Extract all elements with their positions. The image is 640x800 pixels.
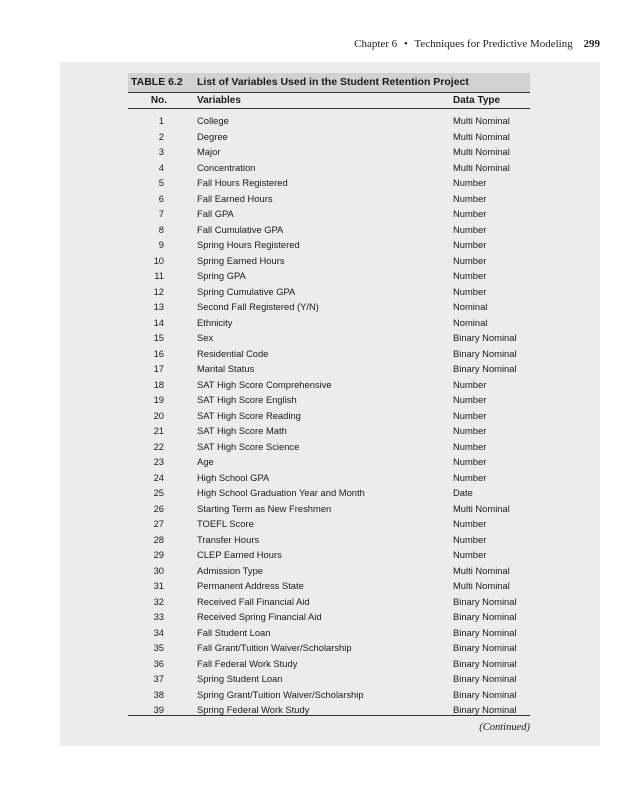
row-variable: Spring Grant/Tuition Waiver/Scholarship (197, 688, 364, 700)
table-row (60, 533, 600, 549)
table-row (60, 564, 600, 580)
row-data-type: Number (453, 440, 487, 452)
row-data-type: Binary Nominal (453, 611, 517, 622)
chapter-label: Chapter 6 (354, 38, 398, 50)
table-row (60, 610, 600, 626)
row-variable: Permanent Address State (197, 580, 304, 591)
table-row (60, 145, 600, 161)
row-number: 2 (158, 130, 164, 142)
table-row (60, 424, 600, 440)
row-number: 8 (158, 223, 164, 235)
table-row (60, 331, 600, 347)
row-data-type: Binary Nominal (453, 688, 517, 700)
table-row (60, 192, 600, 208)
table-row (60, 657, 600, 673)
table-row (60, 641, 600, 657)
table-row (60, 316, 600, 332)
row-number: 19 (153, 394, 164, 405)
row-variable: SAT High Score Reading (197, 409, 301, 421)
row-number: 14 (153, 316, 164, 328)
row-number: 23 (153, 456, 164, 467)
table-row (60, 672, 600, 688)
row-number: 10 (153, 254, 164, 266)
table-bottom-rule (128, 715, 530, 716)
row-data-type: Binary Nominal (453, 363, 517, 374)
row-data-type: Multi Nominal (453, 580, 510, 591)
row-variable: Degree (197, 130, 228, 142)
table-row (60, 362, 600, 378)
row-data-type: Binary Nominal (453, 332, 517, 343)
header-bullet: • (403, 38, 408, 50)
row-variable: CLEP Earned Hours (197, 549, 282, 560)
row-number: 36 (153, 657, 164, 669)
table-row (60, 238, 600, 254)
row-data-type: Number (453, 425, 487, 436)
row-number: 18 (153, 378, 164, 390)
section-title: Techniques for Predictive Modeling (414, 38, 573, 50)
column-header-no: No. (150, 95, 167, 106)
row-data-type: Number (453, 471, 487, 483)
row-data-type: Number (453, 192, 487, 204)
table-row (60, 471, 600, 487)
row-variable: Residential Code (197, 347, 269, 359)
row-data-type: Multi Nominal (453, 564, 510, 576)
row-variable: SAT High Score Math (197, 425, 287, 436)
row-variable: Major (197, 146, 221, 157)
row-number: 31 (153, 580, 164, 591)
row-variable: Fall Earned Hours (197, 192, 273, 204)
row-number: 28 (153, 533, 164, 545)
table-row (60, 393, 600, 409)
row-data-type: Multi Nominal (453, 130, 510, 142)
page-number: 299 (583, 38, 600, 50)
table-row (60, 455, 600, 471)
table-row (60, 300, 600, 316)
row-variable: Spring Hours Registered (197, 239, 300, 250)
row-data-type: Binary Nominal (453, 704, 517, 715)
row-number: 34 (153, 626, 164, 638)
row-variable: SAT High Score Comprehensive (197, 378, 332, 390)
row-data-type: Number (453, 456, 487, 467)
row-variable: Spring Cumulative GPA (197, 285, 296, 297)
row-data-type: Number (453, 409, 487, 421)
row-data-type: Number (453, 394, 487, 405)
row-variable: TOEFL Score (197, 518, 254, 529)
row-number: 37 (153, 673, 164, 684)
row-variable: Ethnicity (197, 316, 233, 328)
row-data-type: Binary Nominal (453, 673, 517, 684)
row-data-type: Number (453, 254, 487, 266)
row-variable: Admission Type (197, 564, 264, 576)
table-row (60, 207, 600, 223)
row-data-type: Number (453, 239, 487, 250)
table-row (60, 626, 600, 642)
table-row (60, 114, 600, 130)
row-data-type: Nominal (453, 301, 488, 312)
row-variable: Age (197, 456, 214, 467)
row-number: 25 (153, 487, 164, 498)
table-row (60, 223, 600, 239)
table-row (60, 595, 600, 611)
row-data-type: Binary Nominal (453, 595, 517, 607)
row-number: 21 (153, 425, 164, 436)
running-header (354, 38, 600, 50)
row-data-type: Nominal (453, 316, 488, 328)
row-number: 24 (153, 471, 164, 483)
table-row (60, 548, 600, 564)
continued-note: (Continued) (479, 722, 530, 733)
table-row (60, 269, 600, 285)
row-number: 26 (153, 502, 164, 514)
row-data-type: Multi Nominal (453, 161, 510, 173)
row-data-type: Number (453, 533, 487, 545)
row-variable: Fall Student Loan (197, 626, 271, 638)
row-variable: Spring Student Loan (197, 673, 283, 684)
row-number: 9 (158, 239, 164, 250)
row-number: 22 (153, 440, 164, 452)
row-number: 7 (158, 208, 164, 219)
row-variable: Received Fall Financial Aid (197, 595, 310, 607)
row-data-type: Number (453, 518, 487, 529)
row-number: 5 (158, 177, 164, 188)
row-data-type: Number (453, 549, 487, 560)
table-body (60, 114, 600, 719)
row-number: 38 (153, 688, 164, 700)
row-variable: High School GPA (197, 471, 270, 483)
row-data-type: Number (453, 285, 487, 297)
table-title: List of Variables Used in the Student Retention Project (197, 76, 469, 88)
row-number: 16 (153, 347, 164, 359)
row-variable: Starting Term as New Freshmen (197, 502, 332, 514)
table-row (60, 347, 600, 363)
row-number: 12 (153, 285, 164, 297)
row-number: 30 (153, 564, 164, 576)
row-variable: Concentration (197, 161, 256, 173)
row-data-type: Number (453, 270, 487, 281)
row-variable: Transfer Hours (197, 533, 260, 545)
row-data-type: Multi Nominal (453, 115, 510, 126)
row-variable: Fall Federal Work Study (197, 657, 298, 669)
header-rule (128, 108, 530, 109)
table-row (60, 517, 600, 533)
row-number: 27 (153, 518, 164, 529)
table-row (60, 285, 600, 301)
row-data-type: Number (453, 378, 487, 390)
table-row (60, 409, 600, 425)
row-data-type: Binary Nominal (453, 642, 517, 653)
row-data-type: Date (453, 487, 473, 498)
row-variable: SAT High Score Science (197, 440, 300, 452)
row-number: 13 (153, 301, 164, 312)
row-data-type: Binary Nominal (453, 347, 517, 359)
row-number: 35 (153, 642, 164, 653)
row-number: 17 (153, 363, 164, 374)
table-row (60, 176, 600, 192)
column-header-data-type: Data Type (453, 95, 501, 106)
table-row (60, 703, 600, 719)
row-variable: Spring GPA (197, 270, 246, 281)
table-row (60, 161, 600, 177)
row-variable: Spring Earned Hours (197, 254, 285, 266)
row-data-type: Multi Nominal (453, 146, 510, 157)
row-data-type: Binary Nominal (453, 657, 517, 669)
row-number: 1 (158, 115, 164, 126)
row-number: 29 (153, 549, 164, 560)
row-number: 3 (158, 146, 164, 157)
table-panel (60, 62, 600, 746)
table-row (60, 502, 600, 518)
row-number: 20 (153, 409, 164, 421)
row-number: 32 (153, 595, 164, 607)
row-number: 4 (158, 161, 164, 173)
row-number: 33 (153, 611, 164, 622)
row-variable: Marital Status (197, 363, 255, 374)
row-variable: SAT High Score English (197, 394, 297, 405)
row-variable: Sex (197, 332, 214, 343)
table-row (60, 254, 600, 270)
table-row (60, 378, 600, 394)
table-label: TABLE 6.2 (131, 76, 183, 88)
table-row (60, 579, 600, 595)
row-number: 15 (153, 332, 164, 343)
row-variable: Received Spring Financial Aid (197, 611, 322, 622)
row-data-type: Binary Nominal (453, 626, 517, 638)
row-number: 6 (158, 192, 164, 204)
table-row (60, 486, 600, 502)
table-row (60, 688, 600, 704)
row-number: 39 (153, 704, 164, 715)
row-variable: Spring Federal Work Study (197, 704, 310, 715)
row-data-type: Number (453, 208, 487, 219)
table-top-rule (128, 92, 530, 93)
row-variable: Second Fall Registered (Y/N) (197, 301, 319, 312)
row-variable: Fall Hours Registered (197, 177, 288, 188)
row-variable: Fall GPA (197, 208, 234, 219)
row-variable: Fall Cumulative GPA (197, 223, 284, 235)
column-header-variables: Variables (197, 95, 241, 106)
row-number: 11 (154, 270, 164, 281)
row-variable: Fall Grant/Tuition Waiver/Scholarship (197, 642, 352, 653)
table-title-bar (128, 73, 530, 92)
table-row (60, 130, 600, 146)
row-data-type: Number (453, 177, 487, 188)
row-variable: College (197, 115, 229, 126)
row-data-type: Multi Nominal (453, 502, 510, 514)
row-data-type: Number (453, 223, 487, 235)
table-row (60, 440, 600, 456)
row-variable: High School Graduation Year and Month (197, 487, 365, 498)
